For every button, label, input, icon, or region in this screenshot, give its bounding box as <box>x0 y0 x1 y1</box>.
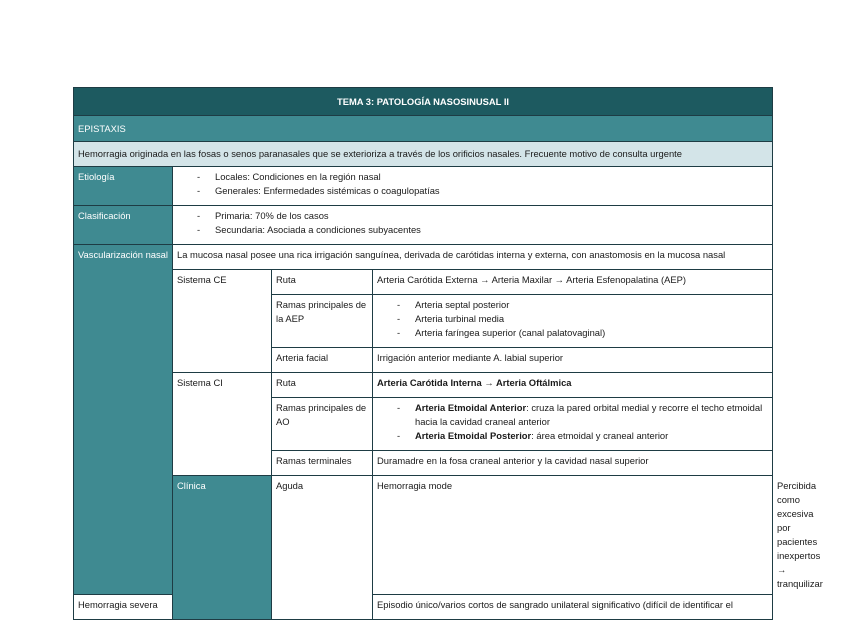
sistema-ci-label: Sistema CI <box>173 373 272 476</box>
vascularizacion-label: Vascularización nasal <box>74 245 173 595</box>
ci-ramas-label: Ramas principales de AO <box>272 398 373 451</box>
clinica-label: Clínica <box>173 476 272 620</box>
list-item: - Generales: Enfermedades sistémicas o coagulopatías <box>197 184 768 198</box>
clinica-aguda-label: Aguda <box>272 476 373 620</box>
clasificacion-row <box>74 206 773 245</box>
ce-ramas-content <box>373 295 773 348</box>
list-item: - Primaria: 70% de los casos <box>197 209 768 223</box>
ce-ruta-value: Arteria Carótida Externa → Arteria Maxilar → Arteria Esfenopalatina (AEP) <box>373 270 773 295</box>
ci-ruta-value: Arteria Carótida Interna → Arteria Oftálmica <box>373 373 773 398</box>
clasificacion-list <box>177 209 768 237</box>
title-row <box>74 88 773 116</box>
vascularizacion-intro: La mucosa nasal posee una rica irrigación sanguínea, derivada de carótidas interna y externa, con anastomosis en la mucosa nasal <box>173 245 773 270</box>
ci-terminales-value: Duramadre en la fosa craneal anterior y la cavidad nasal superior <box>373 451 773 476</box>
list-item: - Arteria septal posterior <box>397 298 768 312</box>
list-item: - Locales: Condiciones en la región nasal <box>197 170 768 184</box>
etiologia-content <box>173 167 773 206</box>
rama-name: Arteria Etmoidal Anterior <box>415 402 527 413</box>
ci-terminales-label: Ramas terminales <box>272 451 373 476</box>
ci-ruta-label: Ruta <box>272 373 373 398</box>
section-heading: EPISTAXIS <box>74 116 773 142</box>
hemorragia-severa-value: Episodio único/varios cortos de sangrado unilateral significativo (difícil de identificar el <box>373 595 773 620</box>
rama-description: : cruza la pared orbital medial y recorre el techo etmoidal hacia la cavidad craneal anterior <box>415 402 763 427</box>
definition-row <box>74 142 773 167</box>
list-item: - Secundaria: Asociada a condiciones subyacentes <box>197 223 768 237</box>
ci-ramas-content <box>373 398 773 451</box>
definition-text: Hemorragia originada en las fosas o senos paranasales que se exterioriza a través de los orificios nasales. Frecuente motivo de consulta urgente <box>74 142 773 167</box>
ce-ramas-label: Ramas principales de la AEP <box>272 295 373 348</box>
ce-ruta-row <box>74 270 773 295</box>
document-page <box>73 87 823 620</box>
list-item: - Arteria faríngea superior (canal palatovaginal) <box>397 326 768 340</box>
section-row <box>74 116 773 142</box>
vascularizacion-intro-row <box>74 245 773 270</box>
list-item <box>397 401 768 429</box>
sistema-ce-label: Sistema CE <box>173 270 272 373</box>
etiologia-list <box>177 170 768 198</box>
hemorragia-severa-label: Hemorragia severa <box>74 595 173 620</box>
clinica-mode-row: Clínica Aguda Hemorragia mode Percibida como excesiva por pacientes inexpertos → tranquilizar <box>74 476 773 595</box>
list-item <box>397 429 768 443</box>
document-title: TEMA 3: PATOLOGÍA NASOSINUSAL II <box>74 88 773 116</box>
hemorragia-mode-label: Hemorragia mode <box>373 476 773 595</box>
rama-name: Arteria Etmoidal Posterior <box>415 430 532 441</box>
etiologia-row <box>74 167 773 206</box>
ce-facial-value: Irrigación anterior mediante A. labial superior <box>373 348 773 373</box>
ci-ruta-row <box>74 373 773 398</box>
ci-ramas-list <box>377 401 768 443</box>
ce-ruta-label: Ruta <box>272 270 373 295</box>
list-item: - Arteria turbinal media <box>397 312 768 326</box>
summary-table <box>73 87 823 620</box>
clasificacion-label: Clasificación <box>74 206 173 245</box>
clasificacion-content <box>173 206 773 245</box>
ce-facial-label: Arteria facial <box>272 348 373 373</box>
ce-ramas-list <box>377 298 768 340</box>
etiologia-label: Etiología <box>74 167 173 206</box>
rama-description: : área etmoidal y craneal anterior <box>531 430 669 441</box>
